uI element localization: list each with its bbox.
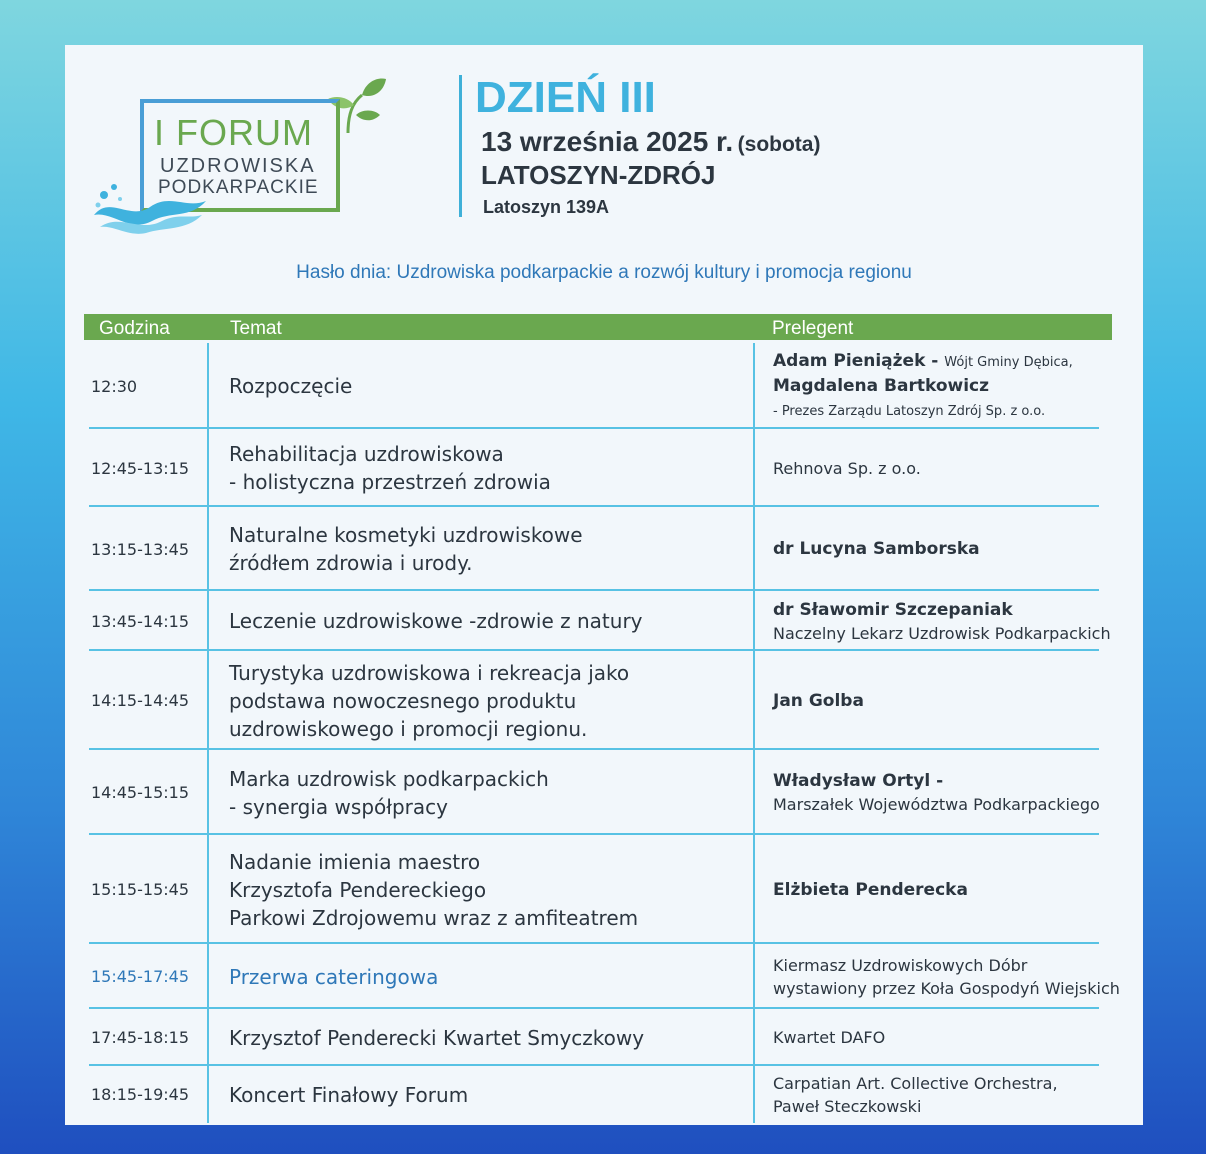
column-separator <box>207 343 209 1123</box>
table-row <box>89 591 1111 651</box>
speaker-line <box>773 769 1100 793</box>
row-topic <box>229 944 438 1009</box>
topic-line: Turystyka uzdrowiskowa i rekreacja jako <box>229 660 630 685</box>
speaker-name: dr Lucyna Samborska <box>773 539 980 559</box>
speaker-line <box>773 374 1073 398</box>
speaker-separator: - <box>925 351 945 371</box>
topic-line: Krzysztofa Pendereckiego <box>229 877 487 902</box>
topic-line: uzdrowiskowego i promocji regionu. <box>229 716 588 741</box>
row-speaker <box>773 651 864 750</box>
table-row <box>89 651 1099 750</box>
row-time: 13:15-13:45 <box>91 539 189 559</box>
row-speaker <box>773 429 921 507</box>
row-time: 15:15-15:45 <box>91 880 189 899</box>
speaker-name: Magdalena Bartkowicz <box>773 376 990 396</box>
speaker-line: Paweł Steczkowski <box>773 1096 922 1116</box>
table-row <box>89 944 1120 1009</box>
event-place: LATOSZYN-ZDRÓJ <box>481 160 716 190</box>
day-motto: Hasło dnia: Uzdrowiska podkarpackie a rozwój kultury i promocja regionu <box>296 262 912 283</box>
speaker-line <box>773 878 968 902</box>
event-address: Latoszyn 139A <box>483 197 610 217</box>
row-time: 15:45-17:45 <box>91 967 189 986</box>
row-speaker <box>773 507 980 591</box>
forum-logo <box>90 75 390 255</box>
topic-line: Koncert Finałowy Forum <box>229 1082 469 1107</box>
row-speaker <box>773 750 1100 835</box>
weekday-text: (sobota) <box>737 133 821 156</box>
speaker-line <box>773 537 980 561</box>
speaker-line: Rehnova Sp. z o.o. <box>773 458 921 478</box>
row-speaker <box>773 1009 885 1066</box>
table-header <box>84 314 1112 340</box>
row-topic <box>229 835 638 944</box>
table-row <box>89 429 1099 507</box>
row-time: 17:45-18:15 <box>91 1028 189 1047</box>
table-row <box>89 1066 1099 1123</box>
header-divider <box>459 75 462 217</box>
speaker-line: Marszałek Województwa Podkarpackiego <box>773 795 1100 814</box>
header-time: Godzina <box>99 318 170 339</box>
speaker-line <box>773 689 864 713</box>
row-speaker <box>773 835 968 944</box>
date-text: 13 września 2025 r. <box>481 126 734 157</box>
speaker-line: Naczelny Lekarz Uzdrowisk Podkarpackich <box>773 623 1111 643</box>
row-speaker <box>773 591 1111 651</box>
topic-line: Rozpoczęcie <box>229 374 353 398</box>
agenda-card <box>65 45 1143 1125</box>
row-topic <box>229 750 549 835</box>
topic-line: Marka uzdrowisk podkarpackich <box>229 766 549 791</box>
logo-line-2: UZDROWISKA <box>160 155 316 177</box>
speaker-name: Elżbieta Penderecka <box>773 879 968 900</box>
table-row <box>89 835 1099 944</box>
speaker-line: Kwartet DAFO <box>773 1028 886 1047</box>
speaker-line <box>773 398 1073 423</box>
table-row <box>89 507 1099 591</box>
row-time: 18:15-19:45 <box>91 1085 189 1104</box>
row-topic <box>229 343 352 429</box>
table-row <box>89 343 1099 429</box>
speaker-line <box>773 349 1073 374</box>
speaker-role: Wójt Gminy Dębica, <box>944 355 1073 370</box>
topic-line: Parkowi Zdrojowemu wraz z amfiteatrem <box>229 905 639 930</box>
row-speaker <box>773 343 1073 429</box>
topic-line: - holistyczna przestrzeń zdrowia <box>229 470 551 494</box>
header-topic: Temat <box>230 318 282 339</box>
column-separator <box>753 343 755 1123</box>
topic-line: Rehabilitacja uzdrowiskowa <box>229 442 504 466</box>
speaker-name: dr Sławomir Szczepaniak <box>773 599 1013 620</box>
speaker-line: Carpatian Art. Collective Orchestra, <box>773 1073 1058 1093</box>
row-topic <box>229 651 629 750</box>
speaker-line <box>773 598 1111 622</box>
header-speaker: Prelegent <box>772 318 854 339</box>
row-topic <box>229 1066 468 1123</box>
topic-line: Naturalne kosmetyki uzdrowiskowe <box>229 523 583 547</box>
row-topic <box>229 429 551 507</box>
row-time: 14:45-15:15 <box>91 783 189 802</box>
topic-line: źródłem zdrowia i urody. <box>229 551 473 575</box>
logo-line-3: PODKARPACKIE <box>158 177 319 198</box>
topic-line: Krzysztof Penderecki Kwartet Smyczkowy <box>229 1025 645 1050</box>
row-time: 12:45-13:15 <box>91 458 189 478</box>
speaker-name: Adam Pieniążek <box>773 351 926 371</box>
topic-line: Leczenie uzdrowiskowe -zdrowie z natury <box>229 609 643 633</box>
speaker-name: Władysław Ortyl - <box>773 771 944 791</box>
topic-line: Przerwa cateringowa <box>229 964 439 989</box>
row-time: 12:30 <box>91 376 138 396</box>
row-time: 14:15-14:45 <box>91 691 189 710</box>
row-speaker <box>773 1066 1058 1123</box>
row-topic <box>229 591 643 651</box>
row-time: 13:45-14:15 <box>91 611 189 631</box>
wave-icon <box>90 175 210 235</box>
table-row <box>89 750 1099 835</box>
speaker-role: - Prezes Zarządu Latoszyn Zdrój Sp. z o.o. <box>773 404 1046 419</box>
speaker-line: Kiermasz Uzdrowiskowych Dóbr <box>773 955 1028 975</box>
logo-line-1: I FORUM <box>154 112 313 153</box>
topic-line: - synergia współpracy <box>229 794 448 819</box>
speaker-line: wystawiony przez Koła Gospodyń Wiejskich <box>773 978 1120 998</box>
row-speaker <box>773 944 1120 1009</box>
table-row <box>89 1009 1099 1066</box>
day-title: DZIEŃ III <box>475 73 656 122</box>
row-topic <box>229 507 583 591</box>
topic-line: Nadanie imienia maestro <box>229 849 481 874</box>
speaker-name: Jan Golba <box>773 690 864 711</box>
topic-line: podstawa nowoczesnego produktu <box>229 688 577 713</box>
row-topic <box>229 1009 644 1066</box>
